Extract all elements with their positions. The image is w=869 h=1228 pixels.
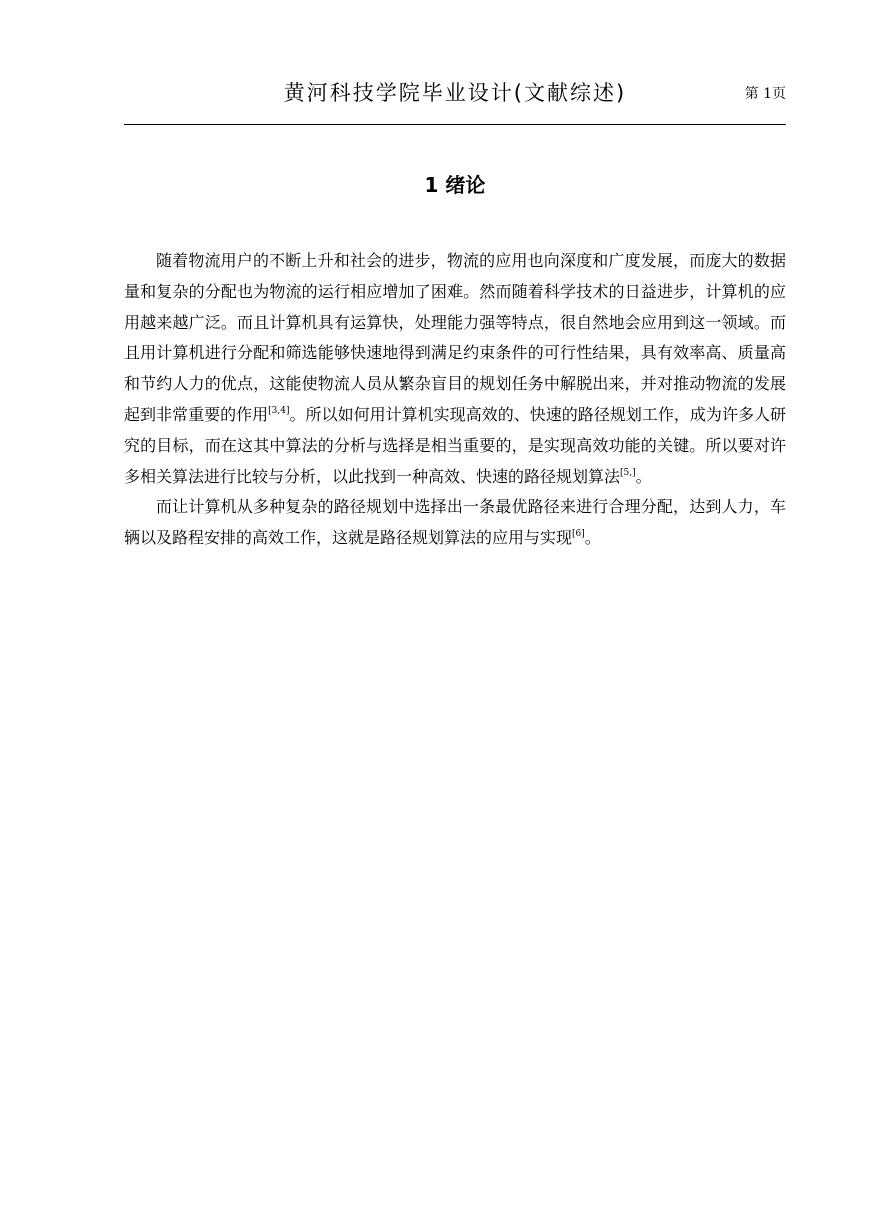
citation: [3,4] [268,405,290,416]
paragraph-text: 。 [635,466,652,486]
citation: [6] [572,529,585,540]
paragraph-text: 。 [584,528,601,548]
page-number: 第 1页 [744,86,786,102]
paragraph [124,246,786,492]
paragraph [124,492,786,554]
paragraph-text: 。所以如何用计算机实现高效的、快速的路径规划工作，成为许多人研究的目标，而在这其中算法的分析与选择是相当重要的，是实现高效功能的关键。所以要对许多相关算法进行比较与分析，以此找到一种高效、快速的路径规划算法 [124,404,786,486]
paragraph-text: 随着物流用户的不断上升和社会的进步，物流的应用也向深度和广度发展，而庞大的数据量和复杂的分配也为物流的运行相应增加了困难。然而随着科学技术的日益进步，计算机的应用越来越广泛。而且计算机具有运算快，处理能力强等特点，很自然地会应用到这一领域。而且用计算机进行分配和筛选能够快速地得到满足约束条件的可行性结果，具有效率高、质量高和节约人力的优点，这能使物流人员从繁杂盲目的规划任务中解脱出来，并对推动物流的发展起到非常重要的作用 [124,251,786,424]
header-divider [124,124,786,125]
citation: [5,] [620,467,636,478]
header-title: 黄河科技学院毕业设计(文献综述) [283,81,627,105]
paragraph-text: 而让计算机从多种复杂的路径规划中选择出一条最优路径来进行合理分配，达到人力，车辆以及路程安排的高效工作，这就是路径规划算法的应用与实现 [124,497,786,548]
page-header [124,78,786,114]
section-title: 1 绪论 [424,173,486,197]
body-text [124,246,786,554]
